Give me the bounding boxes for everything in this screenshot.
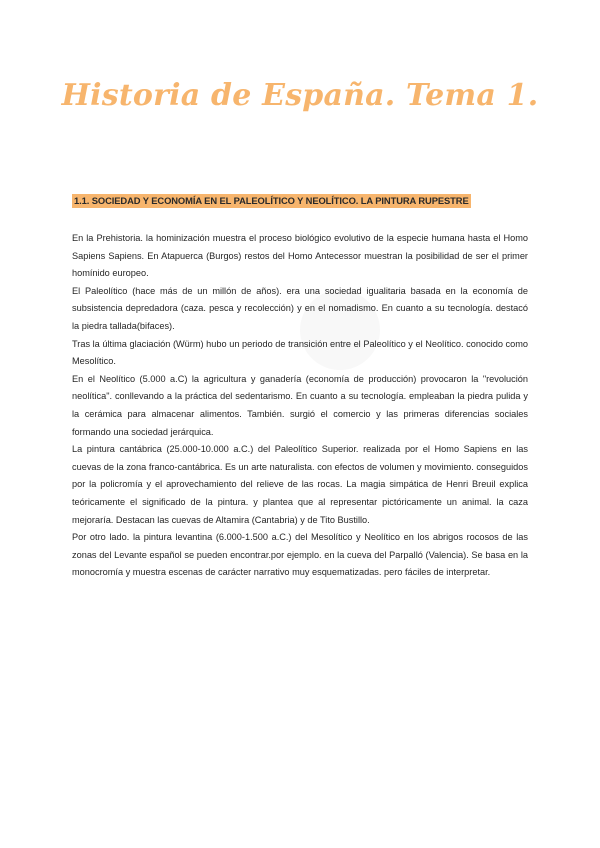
paragraph-neolitico: En el Neolítico (5.000 a.C) la agricultura y ganadería (economía de producción) provocaron la "revolución neolítica". conllevando a la práctica del sedentarismo. En cuanto a su tecnología. empleaban la piedra pulida y la cerámica para almacenar alimentos. También. surgió el comercio y las primeras diferencias sociales formando una sociedad jerárquica. (72, 373, 528, 437)
document-body (72, 230, 528, 582)
paragraph-mesolitico: Tras la última glaciación (Würm) hubo un periodo de transición entre el Paleolítico y el Neolítico. conocido como Mesolítico. (72, 338, 528, 367)
page-title: Historia de España. Tema 1. (61, 78, 539, 113)
paragraph-pintura-levantina: Por otro lado. la pintura levantina (6.000-1.500 a.C.) del Mesolítico y Neolítico en los abrigos rocosos de las zonas del Levante español se pueden encontrar.por ejemplo. en la cueva del Parpalló (Valencia). Se basa en la monocromía y muestra escenas de carácter narrativo muy esquematizadas. pero fáciles de interpretar. (72, 532, 528, 578)
section-heading: 1.1. SOCIEDAD Y ECONOMÍA EN EL PALEOLÍTICO Y NEOLÍTICO. LA PINTURA RUPESTRE (74, 195, 469, 206)
paragraph-pintura-cantabrica: La pintura cantábrica (25.000-10.000 a.C.) del Paleolítico Superior. realizada por el Homo Sapiens en las cuevas de la zona franco-cantábrica. Es un arte naturalista. con efectos de volumen y movimiento. conseguidos por la policromía y el aprovechamiento del relieve de las rocas. La magia simpática de Henri Breuil explica teóricamente el significado de la pintura. y plantea que al representar pictóricamente un animal. la caza mejoraría. Destacan las cuevas de Altamira (Cantabria) y de Tito Bustillo. (72, 444, 528, 525)
paragraph-prehistoria: En la Prehistoria. la hominización muestra el proceso biológico evolutivo de la especie humana hasta el Homo Sapiens Sapiens. En Atapuerca (Burgos) restos del Homo Antecessor muestran la posibilidad de ser el primer homínido europeo. (72, 233, 528, 279)
paragraph-paleolitico: El Paleolítico (hace más de un millón de años). era una sociedad igualitaria basada en la economía de subsistencia depredadora (caza. pesca y recolección) y en el nomadismo. En cuanto a su tecnología. destacó la piedra tallada(bifaces). (72, 285, 528, 331)
